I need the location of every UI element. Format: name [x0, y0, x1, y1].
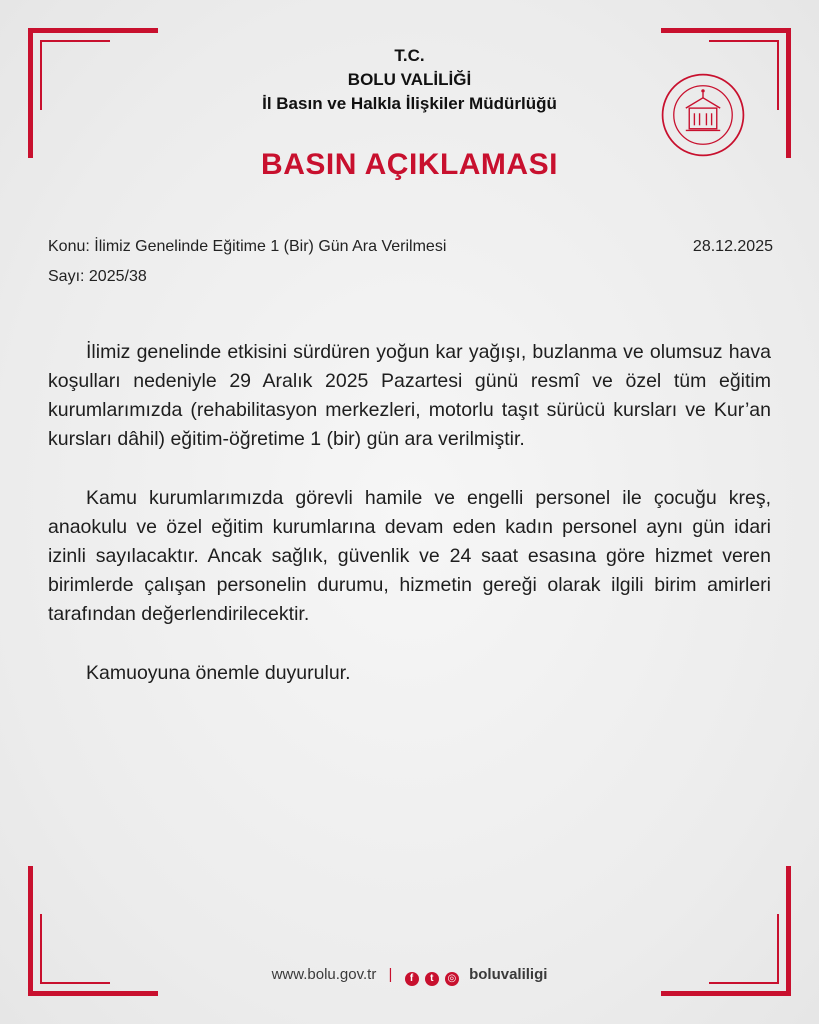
header-republic: T.C.	[394, 46, 425, 65]
website-link[interactable]: www.bolu.gov.tr	[271, 966, 377, 983]
governorship-seal-icon	[660, 72, 746, 158]
press-release-title: BASIN AÇIKLAMASI	[261, 148, 558, 181]
document-footer	[0, 966, 819, 986]
header-governorship: BOLU VALİLİĞİ	[347, 70, 472, 89]
paragraph-3: Kamuoyuna önemle duyurulur.	[86, 662, 351, 684]
subject-line: Konu: İlimiz Genelinde Eğitime 1 (Bir) Gün Ara Verilmesi	[48, 238, 447, 255]
header-directorate: İl Basın ve Halkla İlişkiler Müdürlüğü	[262, 94, 557, 113]
paragraph-1: İlimiz genelinde etkisini sürdüren yoğun kar yağışı, buzlanma ve olumsuz hava koşulları nedeniyle 29 Aralık 2025 Pazartesi günü resmî ve özel tüm eğitim kurumlarımızda (rehabilitasyon merkezleri, motorlu taşıt sürücü kursları ve Kur’an kursları dâhil) eğitim-öğretime 1 (bir) gün ara verilmiştir.	[48, 341, 771, 450]
document-date: 28.12.2025	[692, 238, 773, 255]
facebook-icon[interactable]: f	[405, 972, 419, 986]
paragraph-2: Kamu kurumlarımızda görevli hamile ve engelli personel ile çocuğu kreş, anaokulu ve özel eğitim kurumlarına devam eden kadın personel aynı gün idari izinli sayılacaktır. Ancak sağlık, güvenlik ve 24 saat esasına göre hizmet veren birimlerde çalışan personelin durumu, hizmetin gereği olarak ilgili birim amirleri tarafından değerlendirilecektir.	[48, 487, 771, 625]
instagram-icon[interactable]: ◎	[445, 972, 459, 986]
number-line: Sayı: 2025/38	[48, 268, 147, 285]
document-body	[48, 338, 771, 718]
footer-separator: |	[388, 966, 393, 983]
document-meta	[48, 232, 446, 292]
social-handle[interactable]: boluvaliligi	[469, 966, 548, 983]
twitter-icon[interactable]: t	[425, 972, 439, 986]
